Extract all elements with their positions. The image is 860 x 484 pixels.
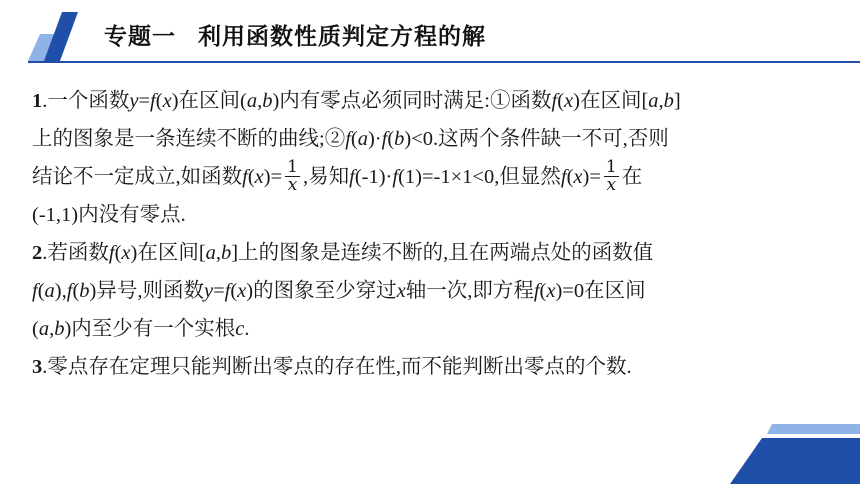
text: ( <box>247 166 255 188</box>
var: f <box>66 280 73 302</box>
title-part1: 专题一 <box>104 24 176 50</box>
text: )在区间( <box>171 90 247 112</box>
content-body <box>32 82 832 386</box>
var: y <box>203 280 214 302</box>
text: )内有零点必须同时满足:①函数 <box>272 90 552 112</box>
var: b <box>221 242 232 264</box>
text: , <box>49 318 55 340</box>
text: ( <box>155 90 163 112</box>
text: )内至少有一个实根 <box>64 318 236 340</box>
var: x <box>162 90 172 112</box>
text: = <box>138 90 151 112</box>
fraction-denominator: x <box>287 174 298 195</box>
var: a <box>38 318 50 340</box>
text: 结论不一定成立,如函数 <box>32 166 243 188</box>
footer-decoration <box>710 424 860 484</box>
text: 在 <box>621 166 643 188</box>
var: a <box>357 128 368 150</box>
text: ( <box>230 280 238 302</box>
text: (-1)· <box>354 166 393 188</box>
p1-line-2 <box>32 120 832 158</box>
var: b <box>663 90 674 112</box>
var: x <box>121 242 131 264</box>
text: . <box>244 318 250 340</box>
var: f <box>32 280 38 302</box>
var: b <box>54 318 65 340</box>
text: , <box>257 90 263 112</box>
var: x <box>237 280 247 302</box>
text: 上的图象是一条连续不断的曲线;② <box>32 128 346 150</box>
var: b <box>262 90 273 112</box>
title-part2: 利用函数性质判定方程的解 <box>198 24 486 50</box>
p3-number: 3 <box>32 356 43 378</box>
var: a <box>246 90 258 112</box>
var: b <box>394 128 405 150</box>
text: ( <box>37 280 45 302</box>
fraction-1-over-x <box>285 156 300 195</box>
text: (1)=-1×1<0,但显然 <box>398 166 561 188</box>
var: b <box>79 280 90 302</box>
var: f <box>224 280 231 302</box>
var: a <box>648 90 659 112</box>
text: ( <box>387 128 395 150</box>
fraction-1-over-x <box>604 156 619 195</box>
var: f <box>150 90 156 112</box>
fraction-numerator: 1 <box>605 156 617 177</box>
text: 轴一次,即方程 <box>405 280 534 302</box>
text: )= <box>582 166 601 188</box>
var: y <box>129 90 139 112</box>
text: )= <box>263 166 283 188</box>
footer-dark-parallelogram <box>730 438 860 484</box>
var: f <box>551 90 558 112</box>
text: (-1,1)内没有零点. <box>32 204 186 226</box>
text: .若函数 <box>42 242 109 264</box>
var: a <box>205 242 216 264</box>
text: , <box>215 242 222 264</box>
var: f <box>392 166 399 188</box>
text: )的图象至少穿过 <box>246 280 397 302</box>
p3-line-1 <box>32 348 832 386</box>
var: a <box>44 280 55 302</box>
p1-line-4 <box>32 196 832 234</box>
header-divider <box>28 61 860 63</box>
var: x <box>396 280 406 302</box>
p2-line-3 <box>32 310 832 348</box>
text: .零点存在定理只能判断出零点的存在性,而不能判断出零点的个数. <box>42 356 632 378</box>
text: ]上的图象是连续不断的,且在两端点处的函数值 <box>231 242 654 264</box>
var: f <box>108 242 115 264</box>
fraction-numerator: 1 <box>287 156 298 177</box>
text: ), <box>54 280 67 302</box>
page-title <box>104 18 486 51</box>
text: )在区间[ <box>573 90 649 112</box>
text: ( <box>350 128 358 150</box>
var: f <box>381 128 388 150</box>
text: )<0.这两个条件缺一不可,否则 <box>404 128 669 150</box>
var: x <box>546 280 556 302</box>
p2-line-2 <box>32 272 832 310</box>
text: ] <box>673 90 681 112</box>
text: )在区间[ <box>130 242 206 264</box>
var: f <box>560 166 567 188</box>
text: .一个函数 <box>42 90 130 112</box>
var: f <box>349 166 355 188</box>
var: x <box>254 166 264 188</box>
p1-line-3 <box>32 158 832 196</box>
text: ( <box>32 318 39 340</box>
text: ( <box>72 280 80 302</box>
p1-line-1 <box>32 82 832 120</box>
var: x <box>564 90 574 112</box>
text: = <box>213 280 225 302</box>
var: f <box>345 128 351 150</box>
text: )· <box>367 128 382 150</box>
header-decoration <box>0 0 100 62</box>
p2-number: 2 <box>32 242 43 264</box>
text: ( <box>566 166 574 188</box>
footer-light-parallelogram <box>767 424 860 434</box>
var: f <box>242 166 248 188</box>
var: f <box>533 280 540 302</box>
p1-number: 1 <box>32 90 43 112</box>
var: c <box>235 318 245 340</box>
fraction-denominator: x <box>606 174 617 195</box>
text: ,易知 <box>302 166 350 188</box>
text: )=0在区间 <box>555 280 646 302</box>
text: )异号,则函数 <box>89 280 204 302</box>
var: x <box>573 166 583 188</box>
text: ( <box>557 90 565 112</box>
p2-line-1 <box>32 234 832 272</box>
text: , <box>658 90 664 112</box>
text: ( <box>539 280 547 302</box>
text: ( <box>114 242 122 264</box>
